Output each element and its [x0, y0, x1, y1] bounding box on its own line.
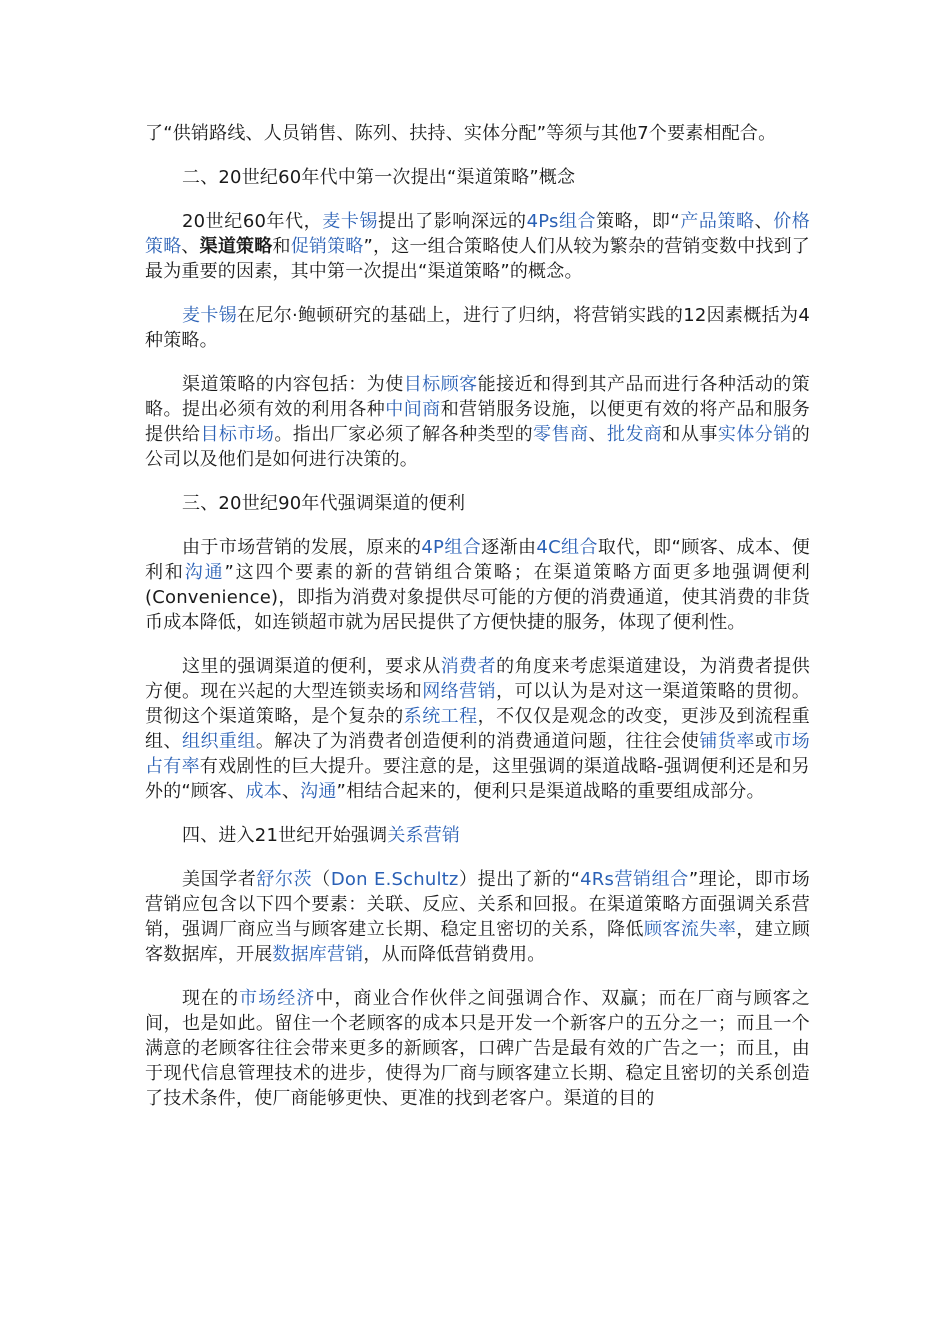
text-run: 策略，即“ — [596, 211, 680, 232]
bold-text: 渠道策略 — [199, 236, 273, 257]
hyperlink[interactable]: 价格策略 — [145, 211, 810, 257]
hyperlink[interactable]: 系统工程 — [403, 706, 478, 727]
text-run: ，从而降低营销费用。 — [363, 944, 546, 965]
text-run: 、 — [281, 781, 301, 802]
hyperlink[interactable]: 顾客流失率 — [643, 919, 737, 940]
text-run: 20世纪60年代， — [182, 211, 323, 232]
hyperlink[interactable]: 数据库营销 — [272, 944, 364, 965]
text-run: ”这四个要素的新的营销组合策略；在渠道策略方面更多地强调便利(Convenience)，即指为消费对象提供尽可能的方便的消费通道，使其消费的非货币成本降低，如连锁超市就为居民提供了方便快捷的服务，体现了便利性。 — [145, 562, 811, 633]
text-run: 提出了影响深远的 — [377, 211, 527, 232]
hyperlink[interactable]: 沟通 — [184, 562, 225, 583]
text-run: 和营销服务设施，以便更有效的将产品和服务提供给 — [145, 399, 810, 445]
text-run: 、 — [588, 424, 607, 445]
text-run: 美国学者 — [182, 869, 257, 890]
text-run: 的角度来考虑渠道建设，为消费者提供方便。现在兴起的大型连锁卖场和 — [145, 656, 810, 702]
text-run: 。解决了为消费者创造便利的消费通道问题，往往会使 — [255, 731, 700, 752]
text-run: 取代，即“顾客、成本、便利和 — [145, 537, 810, 583]
hyperlink[interactable]: 消费者 — [440, 656, 497, 677]
text-run: ，建立顾客数据库，开展 — [145, 919, 810, 965]
text-run: 由于市场营销的发展，原来的 — [182, 537, 422, 558]
hyperlink[interactable]: 沟通 — [300, 781, 337, 802]
paragraph — [145, 654, 810, 804]
paragraph — [145, 372, 810, 472]
text-run: 有戏剧性的巨大提升。要注意的是，这里强调的渠道战略-强调便利还是和另外的“顾客、 — [145, 756, 810, 802]
paragraph — [145, 121, 810, 146]
text-run: 逐渐由 — [481, 537, 537, 558]
hyperlink[interactable]: 成本 — [245, 781, 282, 802]
hyperlink[interactable]: Don E.Schultz — [330, 869, 459, 890]
hyperlink[interactable]: 促销策略 — [290, 236, 364, 257]
hyperlink[interactable]: 麦卡锡 — [182, 305, 238, 326]
paragraph — [145, 303, 810, 353]
hyperlink[interactable]: 市场占有率 — [145, 731, 810, 777]
text-run: ”，这一组合策略使人们从较为繁杂的营销变数中找到了最为重要的因素，其中第一次提出“渠道策略”的概念。 — [145, 236, 810, 282]
hyperlink[interactable]: 铺货率 — [699, 731, 755, 752]
hyperlink[interactable]: 市场经济 — [239, 988, 316, 1009]
hyperlink[interactable]: 产品策略 — [679, 211, 755, 232]
hyperlink[interactable]: 目标顾客 — [403, 374, 478, 395]
text-run: 、 — [754, 211, 774, 232]
text-run: 渠道策略的内容包括：为使 — [182, 374, 404, 395]
hyperlink[interactable]: 4Ps组合 — [526, 211, 597, 232]
text-run: 能接近和得到其产品而进行各种活动的策略。提出必须有效的利用各种 — [145, 374, 810, 420]
text-run: 这里的强调渠道的便利，要求从 — [182, 656, 441, 677]
document-page — [145, 121, 810, 1130]
text-run: 四、进入21世纪开始强调 — [182, 825, 388, 846]
text-run: 在尼尔·鲍顿研究的基础上，进行了归纳，将营销实践的12因素概括为4种策略。 — [145, 305, 810, 351]
text-run: 、 — [181, 236, 200, 257]
hyperlink[interactable]: 中间商 — [385, 399, 441, 420]
text-run: 了“供销路线、人员销售、陈列、扶持、实体分配”等须与其他7个要素相配合。 — [145, 123, 777, 144]
text-run: ）提出了新的“ — [458, 869, 581, 890]
text-run: ”理论，即市场营销应包含以下四个要素：关联、反应、关系和回报。在渠道策略方面强调关系营销，强调厂商应当与顾客建立长期、稳定且密切的关系，降低 — [145, 869, 810, 940]
hyperlink[interactable]: 实体分销 — [717, 424, 792, 445]
text-run: （ — [312, 869, 331, 890]
text-run: 或 — [754, 731, 774, 752]
paragraph — [145, 986, 810, 1111]
hyperlink[interactable]: 4C组合 — [536, 537, 598, 558]
text-run: 。指出厂家必须了解各种类型的 — [274, 424, 534, 445]
text-run: 中，商业合作伙伴之间强调合作、双赢；而在厂商与顾客之间，也是如此。留住一个老顾客的成本只是开发一个新客户的五分之一；而且一个满意的老顾客往往会带来更多的新顾客，口碑广告是最有效的广告之一；而且，由于现代信息管理技术的进步，使得为厂商与顾客建立长期、稳定且密切的关系创造了技术条件，使厂商能够更快、更准的找到老客户。渠道的目的 — [145, 988, 810, 1109]
section-heading — [145, 165, 810, 190]
hyperlink[interactable]: 4Rs营销组合 — [580, 869, 689, 890]
hyperlink[interactable]: 零售商 — [533, 424, 589, 445]
hyperlink[interactable]: 网络营销 — [422, 681, 497, 702]
hyperlink[interactable]: 麦卡锡 — [322, 211, 378, 232]
section-heading — [145, 823, 810, 848]
document-body — [145, 121, 810, 1111]
text-run: 和从事 — [662, 424, 718, 445]
paragraph — [145, 209, 810, 284]
hyperlink[interactable]: 目标市场 — [200, 424, 275, 445]
text-run: 和 — [272, 236, 291, 257]
text-run: ，可以认为是对这一渠道策略的贯彻。贯彻这个渠道策略，是个复杂的 — [145, 681, 810, 727]
hyperlink[interactable]: 组织重组 — [181, 731, 256, 752]
text-run: ，不仅仅是观念的改变，更涉及到流程重组、 — [145, 706, 810, 752]
text-run: ”相结合起来的，便利只是渠道战略的重要组成部分。 — [336, 781, 765, 802]
text-run: 二、20世纪60年代中第一次提出“渠道策略”概念 — [182, 167, 576, 188]
text-run: 的公司以及他们是如何进行决策的。 — [145, 424, 810, 470]
hyperlink[interactable]: 关系营销 — [387, 825, 461, 846]
section-heading — [145, 491, 810, 516]
text-run: 现在的 — [182, 988, 240, 1009]
paragraph — [145, 867, 810, 967]
hyperlink[interactable]: 4P组合 — [421, 537, 482, 558]
hyperlink[interactable]: 舒尔茨 — [256, 869, 313, 890]
hyperlink[interactable]: 批发商 — [606, 424, 663, 445]
text-run: 三、20世纪90年代强调渠道的便利 — [182, 493, 466, 514]
paragraph — [145, 535, 810, 635]
